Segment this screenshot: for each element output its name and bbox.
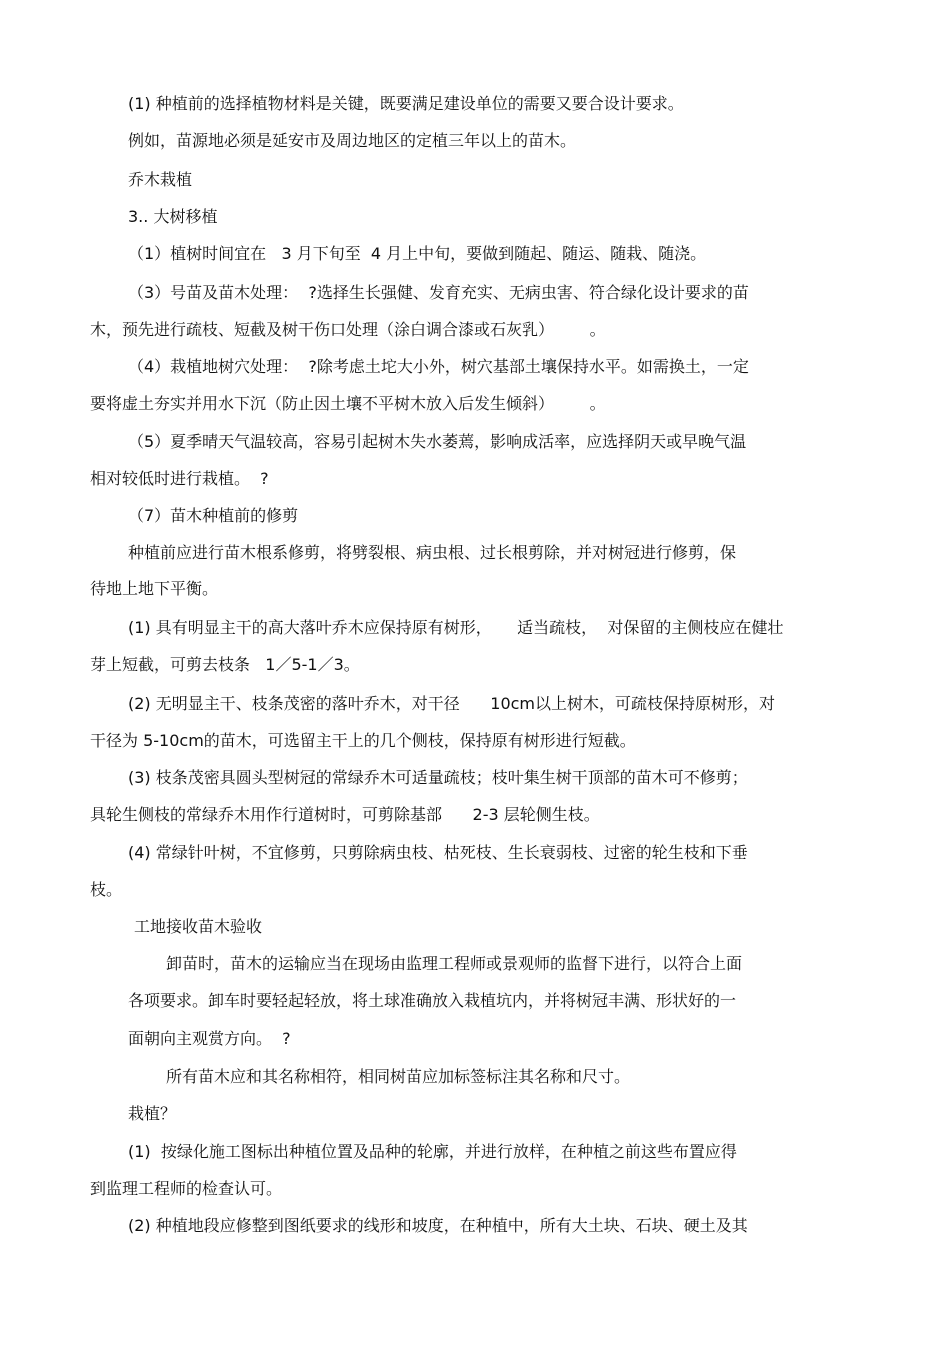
- text-line: (2) 无明显主干、枝条茂密的落叶乔木，对干径 10cm以上树木，可疏枝保持原树形，对: [128, 694, 776, 713]
- text-line: （3）号苗及苗木处理： ?选择生长强健、发育充实、无病虫害、符合绿化设计要求的苗: [128, 283, 749, 302]
- text-line: 木，预先进行疏枝、短截及树干伤口处理（涂白调合漆或石灰乳） 。: [90, 320, 606, 339]
- text-line: 所有苗木应和其名称相符，相同树苗应加标签标注其名称和尺寸。: [166, 1067, 631, 1086]
- text-line: 各项要求。卸车时要轻起轻放，将土球准确放入栽植坑内，并将树冠丰满、形状好的一: [128, 991, 737, 1010]
- text-line: (1) 种植前的选择植物材料是关键，既要满足建设单位的需要又要合设计要求。: [128, 94, 684, 113]
- text-line: 到监理工程师的检查认可。: [90, 1179, 283, 1198]
- text-line: (4) 常绿针叶树，不宜修剪，只剪除病虫枝、枯死枝、生长衰弱枝、过密的轮生枝和下垂: [128, 843, 748, 862]
- text-line: 枝。: [90, 880, 123, 899]
- section-heading: 乔木栽植: [128, 170, 193, 189]
- text-line: 例如，苗源地必须是延安市及周边地区的定植三年以上的苗木。: [128, 131, 577, 150]
- text-line: (1) 按绿化施工图标出种植位置及品种的轮廓，并进行放样，在种植之前这些布置应得: [128, 1142, 737, 1161]
- section-heading: 工地接收苗木验收: [134, 917, 263, 936]
- text-line: （4）栽植地树穴处理： ?除考虑土坨大小外，树穴基部土壤保持水平。如需换土，一定: [128, 357, 749, 376]
- text-line: 干径为 5-10cm的苗木，可选留主干上的几个侧枝，保持原有树形进行短截。: [90, 731, 636, 750]
- text-line: 种植前应进行苗木根系修剪，将劈裂根、病虫根、过长根剪除，并对树冠进行修剪，保: [128, 543, 737, 562]
- text-line: 要将虚土夯实并用水下沉（防止因土壤不平树木放入后发生倾斜） 。: [90, 394, 606, 413]
- section-heading: 栽植？: [128, 1104, 177, 1123]
- text-line: （1）植树时间宜在 3 月下旬至 4 月上中旬，要做到随起、随运、随栽、随浇。: [128, 244, 707, 263]
- text-line: 相对较低时进行栽植。 ?: [90, 469, 269, 488]
- text-line: 具轮生侧枝的常绿乔木用作行道树时，可剪除基部 2-3 层轮侧生枝。: [90, 805, 600, 824]
- text-line: （5）夏季晴天气温较高，容易引起树木失水萎蔫，影响成活率，应选择阴天或早晚气温: [128, 432, 747, 451]
- text-line: 芽上短截，可剪去枝条 1／5-1／3。: [90, 655, 360, 674]
- text-line: 面朝向主观赏方向。 ?: [128, 1029, 291, 1048]
- section-heading: （7）苗木种植前的修剪: [128, 506, 299, 525]
- text-line: (1) 具有明显主干的高大落叶乔木应保持原有树形， 适当疏枝， 对保留的主侧枝应在健壮: [128, 618, 784, 637]
- text-line: 卸苗时，苗木的运输应当在现场由监理工程师或景观师的监督下进行，以符合上面: [166, 954, 743, 973]
- section-heading: 3.. 大树移植: [128, 207, 218, 226]
- text-line: (3) 枝条茂密具圆头型树冠的常绿乔木可适量疏枝；枝叶集生树干顶部的苗木可不修剪；: [128, 768, 748, 787]
- text-line: 待地上地下平衡。: [90, 579, 219, 598]
- text-line: (2) 种植地段应修整到图纸要求的线形和坡度，在种植中，所有大土块、石块、硬土及其: [128, 1216, 748, 1235]
